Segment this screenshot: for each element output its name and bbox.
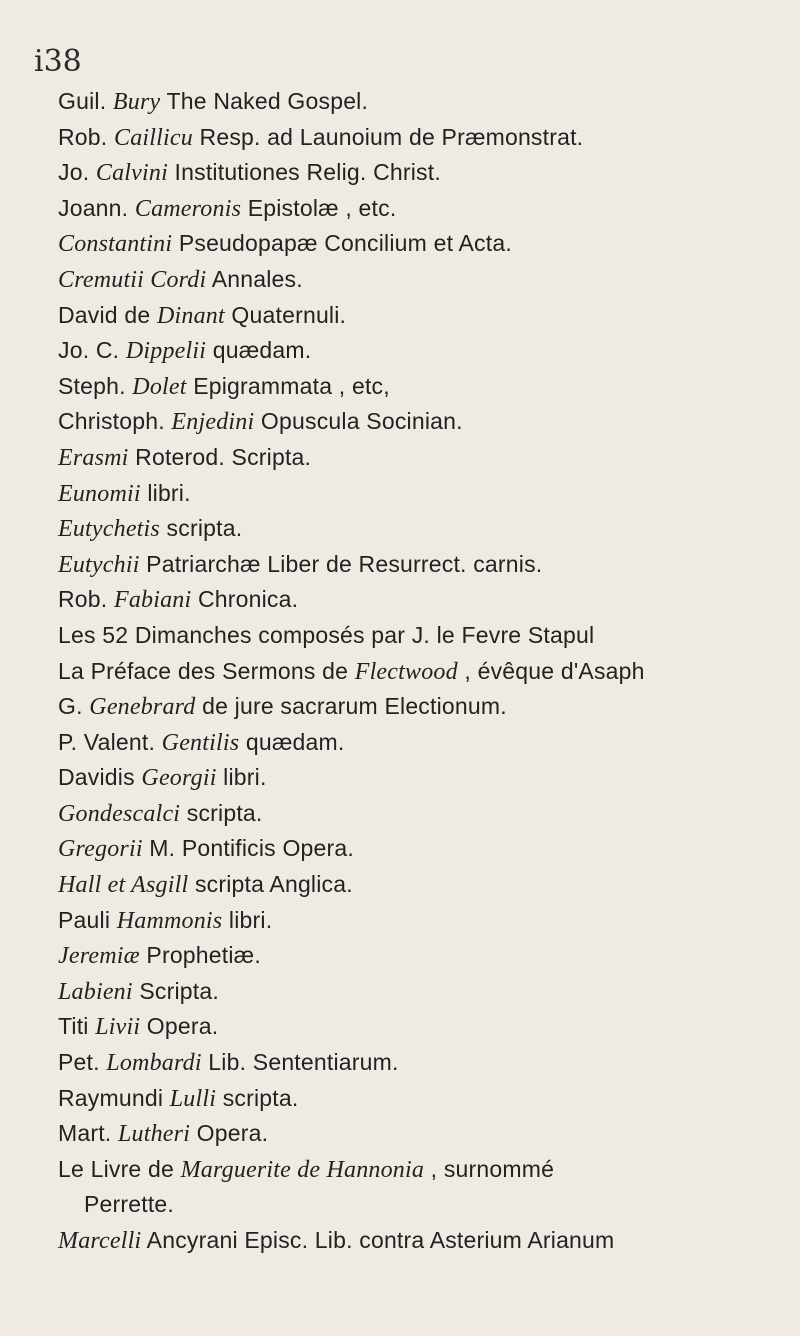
entry-text: libri. <box>140 479 191 506</box>
entry-text: Rob. <box>58 123 114 150</box>
entry-text: , surnommé <box>424 1155 555 1182</box>
entry-text: Annales. <box>206 265 303 292</box>
entry-text: Rob. <box>58 586 114 613</box>
entry-author: Marguerite de Hannonia <box>180 1156 425 1183</box>
entry-text: Le Livre de <box>58 1155 181 1182</box>
entry-line <box>58 84 800 120</box>
entry-line <box>58 547 800 583</box>
entry-line <box>58 262 800 298</box>
entry-text: Opera. <box>140 1013 219 1040</box>
entry-author: Erasmi <box>58 444 129 471</box>
entry-line <box>58 226 800 262</box>
entry-author: Dolet <box>132 373 187 400</box>
entry-author: Lombardi <box>106 1050 202 1077</box>
entry-text: de jure sacrarum Electionum. <box>195 693 507 720</box>
entry-line <box>58 298 800 334</box>
entry-text: Chronica. <box>191 586 299 613</box>
entry-author: Dippelii <box>125 338 207 365</box>
entry-text: David de <box>58 301 157 328</box>
entry-line <box>58 796 800 832</box>
entry-text: Steph. <box>58 372 133 399</box>
entry-text: Pet. <box>58 1049 107 1076</box>
entry-text: Pseudopapæ Concilium et Acta. <box>172 230 512 257</box>
entry-author: Gentilis <box>161 729 240 756</box>
entry-line <box>58 1223 800 1259</box>
entry-text: Raymundi <box>58 1084 170 1111</box>
entry-text: libri. <box>222 906 273 933</box>
entry-line <box>58 476 800 512</box>
entry-author: Flectwood <box>354 658 458 685</box>
entry-text: Jo. C. <box>58 337 126 364</box>
entry-text: Roterod. Scripta. <box>128 443 312 470</box>
entry-line <box>58 404 800 440</box>
entry-text: Christoph. <box>58 408 172 435</box>
entry-author: Eutychetis <box>58 516 160 543</box>
entry-line <box>58 120 800 156</box>
entry-text: Resp. ad Launoium de Præmonstrat. <box>192 123 584 150</box>
entry-author: Gondescalci <box>58 800 181 827</box>
entry-text: Les 52 Dimanches composés par J. le Fevre Stapul <box>58 621 595 648</box>
entry-author: Lutheri <box>117 1121 191 1148</box>
entry-line <box>58 725 800 761</box>
entry-line <box>58 1009 800 1045</box>
entry-line <box>58 760 800 796</box>
entry-text: Patriarchæ Liber de Resurrect. carnis. <box>139 550 543 577</box>
entry-text: Lib. Sententiarum. <box>201 1049 399 1076</box>
entry-text: Opuscula Socinian. <box>254 408 463 435</box>
entry-author: Marcelli <box>58 1228 142 1254</box>
entry-line <box>58 582 800 618</box>
entry-text: G. <box>58 693 90 720</box>
entry-author: Enjedini <box>171 409 255 436</box>
entry-text: quædam. <box>239 728 345 755</box>
entry-author: Hammonis <box>116 907 223 934</box>
entry-text: , évêque d'Asaph <box>457 657 645 684</box>
entry-author: Calvini <box>95 160 168 187</box>
entry-author: Constantini <box>58 231 173 258</box>
entry-line <box>58 938 800 974</box>
entry-text: scripta Anglica. <box>188 871 353 898</box>
entry-author: Caillicu <box>113 124 193 151</box>
entry-text: Titi <box>58 1013 96 1040</box>
entry-line <box>58 333 800 369</box>
entry-text: Jo. <box>58 159 96 186</box>
entry-text: scripta. <box>216 1084 299 1111</box>
entry-line <box>58 689 800 725</box>
entry-text: The Naked Gospel. <box>160 88 369 114</box>
entry-text: Institutiones Relig. Christ. <box>167 159 441 186</box>
entry-text: Joann. <box>58 194 135 221</box>
entry-text: Epistolæ , etc. <box>241 194 397 221</box>
entry-text: Epigrammata , etc, <box>186 372 390 399</box>
entry-text: M. Pontificis Opera. <box>142 835 354 862</box>
entry-author: Dinant <box>156 302 225 329</box>
entry-author: Bury <box>112 89 161 115</box>
page-number: i38 <box>34 44 82 79</box>
entry-text: Perrette. <box>84 1191 175 1218</box>
entry-text: La Préface des Sermons de <box>58 657 355 684</box>
entry-line <box>58 155 800 191</box>
entry-line <box>58 1081 800 1117</box>
entry-text: Mart. <box>58 1120 118 1147</box>
entry-author: Georgii <box>141 765 217 792</box>
entry-line <box>58 903 800 939</box>
entry-line <box>58 831 800 867</box>
bibliography-list <box>58 84 800 1259</box>
entry-text: Ancyrani Episc. Lib. contra Asterium Arianum <box>141 1227 615 1253</box>
entry-author: Eunomii <box>58 480 141 507</box>
entry-line <box>58 369 800 405</box>
entry-line <box>58 511 800 547</box>
entry-author: Eutychii <box>58 551 140 578</box>
entry-author: Cremutii Cordi <box>58 266 207 293</box>
entry-text: Pauli <box>58 906 117 933</box>
entry-line <box>58 440 800 476</box>
entry-line <box>58 867 800 903</box>
entry-text: P. Valent. <box>58 728 162 755</box>
entry-text: Scripta. <box>132 977 219 1004</box>
entry-author: Gregorii <box>58 836 143 863</box>
entry-author: Cameronis <box>134 195 242 222</box>
entry-text: Opera. <box>190 1120 269 1147</box>
entry-text: scripta. <box>159 515 243 542</box>
entry-line <box>58 1152 800 1188</box>
entry-text: quædam. <box>206 337 312 364</box>
entry-line <box>58 1187 800 1223</box>
entry-text: Guil. <box>58 88 113 114</box>
entry-author: Labieni <box>58 978 133 1005</box>
entry-text: scripta. <box>180 799 263 826</box>
entry-text: Prophetiæ. <box>139 942 261 969</box>
entry-text: libri. <box>216 764 267 791</box>
entry-author: Livii <box>95 1014 141 1041</box>
entry-author: Jeremiæ <box>58 943 140 970</box>
entry-author: Lulli <box>169 1085 217 1112</box>
entry-author: Hall et Asgill <box>58 872 189 899</box>
entry-line <box>58 1116 800 1152</box>
entry-author: Genebrard <box>89 694 196 721</box>
entry-line <box>58 1045 800 1081</box>
entry-line <box>58 974 800 1010</box>
entry-line <box>58 191 800 227</box>
entry-text: Quaternuli. <box>224 301 347 328</box>
entry-text: Davidis <box>58 764 142 791</box>
entry-line <box>58 618 800 654</box>
entry-author: Fabiani <box>113 587 192 614</box>
entry-line <box>58 654 800 690</box>
